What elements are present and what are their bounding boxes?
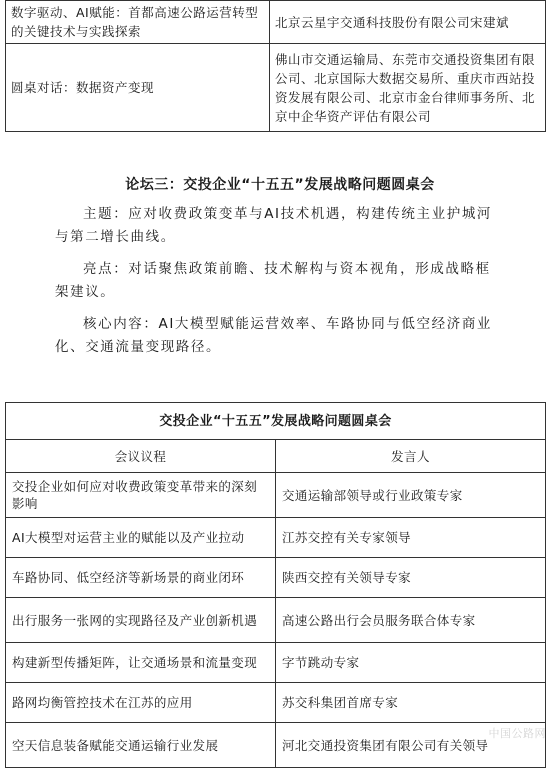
topic-cell: 路网均衡管控技术在江苏的应用 <box>6 683 276 723</box>
column-header-speaker: 发言人 <box>276 440 546 473</box>
topic-cell: 构建新型传播矩阵，让交通场景和流量变现 <box>6 643 276 683</box>
speaker-cell: 佛山市交通运输局、东莞市交通投资集团有限公司、北京国际大数据交易所、重庆市西站投资发展有限公司、北京市金台律师事务所、北京中企华资产评估有限公司 <box>270 44 546 132</box>
speaker-cell: 陕西交控有关领导专家 <box>276 558 546 598</box>
topic-cell: 交投企业如何应对收费政策变革带来的深刻影响 <box>6 473 276 518</box>
table-row <box>6 598 546 643</box>
speaker-cell: 交通运输部领导或行业政策专家 <box>276 473 546 518</box>
roundtable-agenda-table <box>5 402 546 768</box>
table-row <box>6 44 546 132</box>
table-caption-row <box>6 403 546 440</box>
table-row <box>6 683 546 723</box>
watermark: 中国公路网 <box>488 727 546 740</box>
speaker-cell: 北京云星宇交通科技股份有限公司宋建斌 <box>270 1 546 44</box>
column-header-topic: 会议议程 <box>6 440 276 473</box>
topic-cell: AI大模型对运营主业的赋能以及产业拉动 <box>6 518 276 558</box>
topic-cell: 出行服务一张网的实现路径及产业创新机遇 <box>6 598 276 643</box>
forum-core-content: 核心内容：AI大模型赋能运营效率、车路协同与低空经济商业化、交通流量变现路径。 <box>55 316 493 355</box>
table-row <box>6 1 546 44</box>
forum-section <box>55 174 505 368</box>
table-row <box>6 643 546 683</box>
top-agenda-table <box>5 0 546 132</box>
topic-cell: 车路协同、低空经济等新场景的商业闭环 <box>6 558 276 598</box>
table-row <box>6 723 546 768</box>
forum-title: 论坛三：交投企业“十五五”发展战略问题圆桌会 <box>125 177 435 193</box>
topic-cell: 圆桌对话：数据资产变现 <box>6 44 270 132</box>
table-caption: 交投企业“十五五”发展战略问题圆桌会 <box>6 403 546 440</box>
topic-cell: 数字驱动、AI赋能：首都高速公路运营转型的关键技术与实践探索 <box>6 1 270 44</box>
table-row <box>6 558 546 598</box>
topic-cell: 空天信息装备赋能交通运输行业发展 <box>6 723 276 768</box>
speaker-cell: 江苏交控有关专家领导 <box>276 518 546 558</box>
table-header-row <box>6 440 546 473</box>
speaker-cell: 字节跳动专家 <box>276 643 546 683</box>
forum-highlight: 亮点：对话聚焦政策前瞻、技术解构与资本视角，形成战略框架建议。 <box>55 261 491 300</box>
forum-theme: 主题：应对收费政策变革与AI技术机遇，构建传统主业护城河与第二增长曲线。 <box>55 206 493 245</box>
speaker-cell: 苏交科集团首席专家 <box>276 683 546 723</box>
table-row <box>6 518 546 558</box>
speaker-cell: 高速公路出行会员服务联合体专家 <box>276 598 546 643</box>
speaker-cell: 河北交通投资集团有限公司有关领导 <box>276 723 546 768</box>
table-row <box>6 473 546 518</box>
